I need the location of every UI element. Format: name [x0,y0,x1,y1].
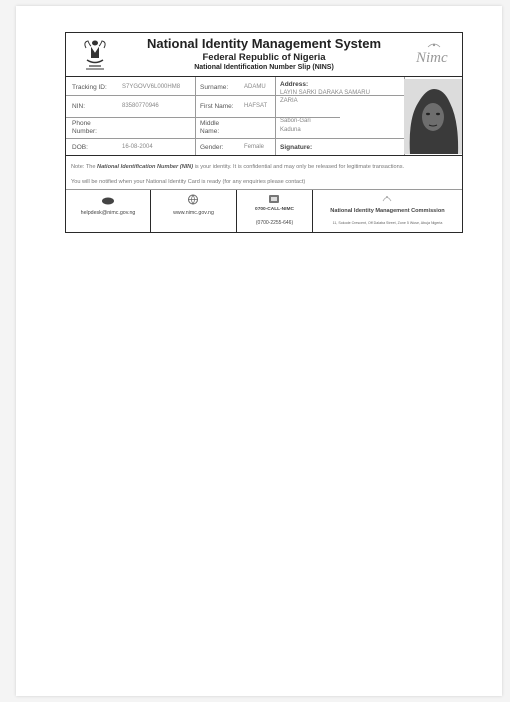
middle-name-label: Name: [200,128,220,135]
surname-label: Surname: [200,84,229,91]
address-line2: ZARIA [280,98,298,104]
dob-value: 16-08-2004 [122,144,153,150]
first-name-label: First Name: [200,103,234,110]
divider [66,189,462,190]
address-line1: LAYIN SARKI DARAKA SAMARU [280,90,370,96]
gender-label: Gender: [200,144,224,151]
slip-name: National Identification Number Slip (NINS) [194,64,334,71]
globe-icon [187,194,199,205]
tracking-id-label: Tracking ID: [72,84,107,91]
note-prefix: Note: The [71,164,98,170]
address-line4: Kaduna [280,127,301,133]
org-name: National Identity Management Commission [330,208,445,214]
phone-icon [268,194,280,204]
org-address: 11, Sokode Crescent, Off Dalaba Street, Zone 5 Wuse, Abuja Nigeria [332,221,443,225]
divider [66,155,462,156]
divider [66,138,404,139]
portrait-icon [404,79,462,154]
holder-photo [404,79,462,154]
signature-label: Signature: [280,144,313,151]
phone-number-digits: (0700-2255-646) [255,220,294,226]
nimc-logo-text: Nimc [416,50,448,66]
address-label: Address: [280,81,309,88]
note-emphasis: National Identification Number (NIN) [97,164,194,170]
nin-slip [65,32,463,233]
surname-value: ADAMU [244,84,266,90]
nin-label: NIN: [72,103,85,110]
note-suffix: is your identity. It is confidential and may only be released for legitimate transactions. [193,164,405,170]
slip-header [66,33,462,77]
helpdesk-email[interactable]: helpdesk@nimc.gov.ng [80,210,136,216]
divider [275,77,276,155]
mouse-icon [101,196,115,205]
nin-value: 83580770946 [122,103,159,109]
notification-note: You will be notified when your National Identity Card is ready (for any enquiries please contact) [71,179,306,185]
dob-label: DOB: [72,144,88,151]
page-subtitle: Federal Republic of Nigeria [202,52,326,63]
page-title: National Identity Management System [146,36,382,51]
website-link[interactable]: www.nimc.gov.ng [173,210,214,216]
phone-label: Phone [72,120,91,127]
nimc-mini-logo-icon [381,194,393,204]
confidentiality-note [71,164,404,170]
nimc-logo [412,41,456,69]
phone-label: Number: [72,128,97,135]
gender-value: Female [244,144,265,150]
tracking-id-value: S7YGOVV6L000HM8 [122,84,181,90]
phone-number: 0700-CALL-NIMC [255,207,294,212]
middle-name-label: Middle [200,120,220,127]
divider [195,77,196,155]
address-line3: Sabon-Gari [280,118,311,124]
first-name-value: HAFSAT [244,103,268,109]
